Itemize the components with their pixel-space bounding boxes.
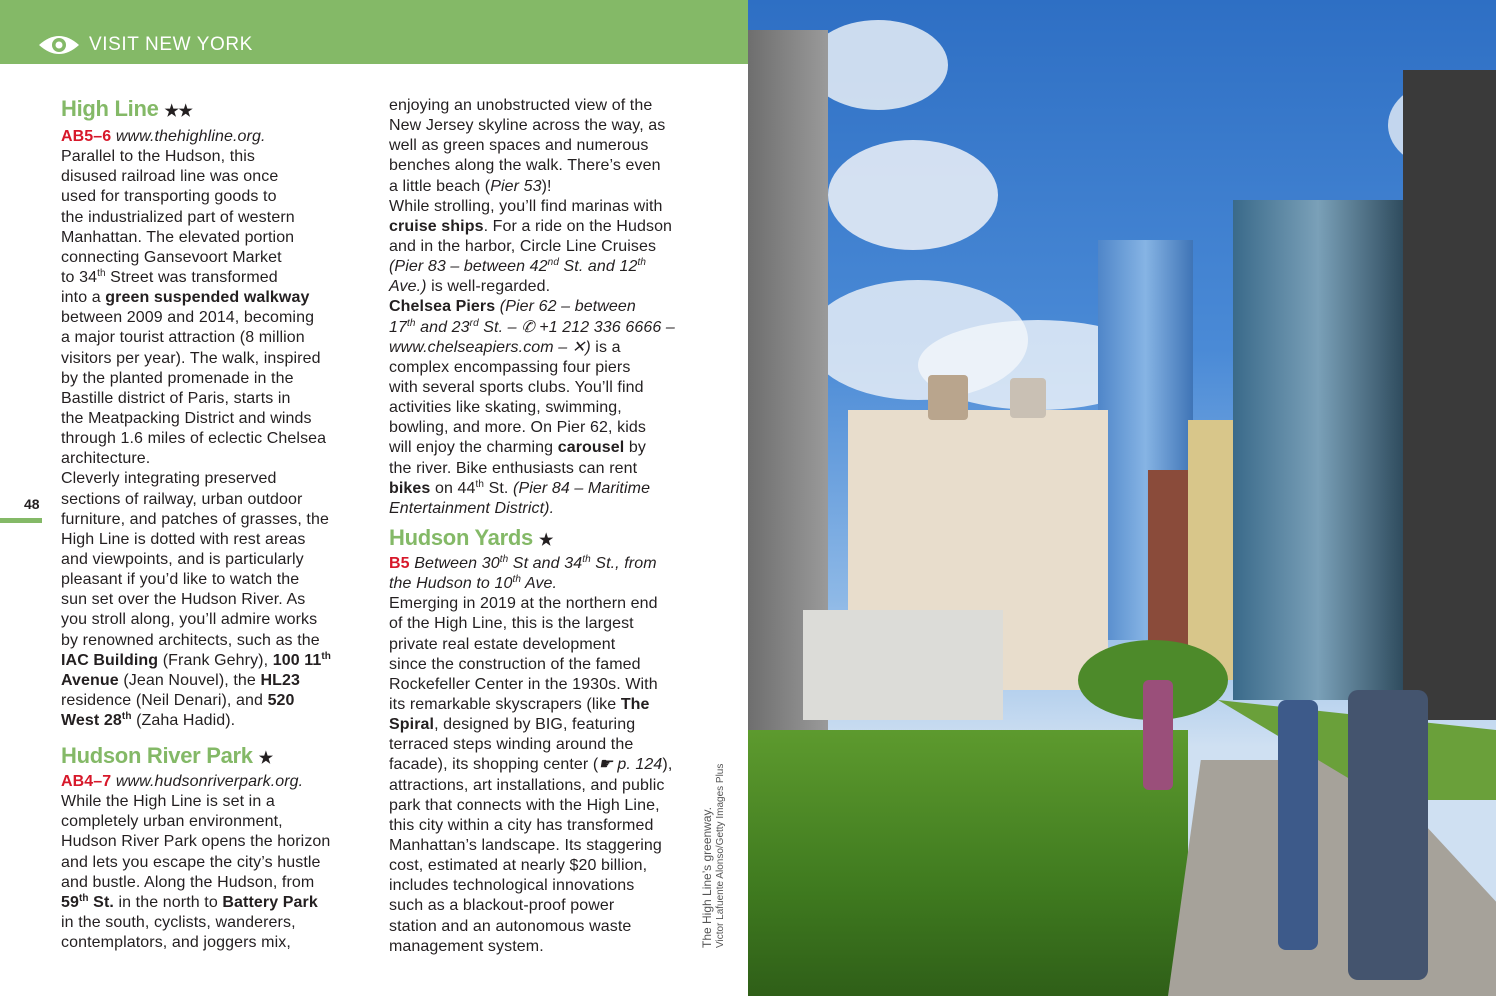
text-line [61, 631, 320, 651]
text-run: its remarkable skyscrapers (like [389, 695, 621, 713]
text-run: th [121, 711, 132, 723]
text-run: this city within a city has transformed [389, 816, 654, 834]
text-line [389, 655, 641, 675]
text-line [61, 651, 331, 671]
text-run: HL23 [260, 671, 300, 689]
text-run: www.thehighline.org. [115, 128, 266, 145]
map-reference: AB5–6 [61, 128, 112, 145]
text-run: Bastille district of Paris, starts in [61, 389, 291, 407]
text-run: a little beach ( [389, 177, 491, 195]
text-run: terraced steps winding around the [389, 736, 634, 754]
text-run: St. [88, 893, 114, 911]
text-run: sun set over the Hudson River. As [61, 591, 306, 609]
text-line [389, 177, 552, 197]
text-line [389, 594, 658, 614]
text-run: While strolling, you’ll find marinas with [389, 197, 663, 215]
text-run: through 1.6 miles of eclectic Chelsea [61, 430, 327, 448]
text-run: Spiral [389, 716, 435, 734]
text-run: bikes [389, 479, 431, 497]
text-run: rd [469, 317, 479, 329]
text-line [61, 853, 321, 873]
text-run: )! [541, 177, 552, 195]
text-line [389, 297, 636, 317]
text-line [61, 127, 266, 147]
text-line [389, 116, 665, 136]
text-run: St and 34 [508, 555, 583, 572]
text-line [389, 398, 622, 418]
text-line [389, 876, 634, 896]
text-run: benches along the walk. There’s even [389, 157, 661, 175]
page-number: 48 [24, 496, 40, 512]
text-run: pleasant if you’d like to watch the [61, 571, 300, 589]
text-run: carousel [557, 439, 625, 457]
text-run: Ave.) [389, 278, 427, 296]
text-run: you stroll along, you’ll admire works [61, 611, 318, 629]
text-run: station and an autonomous waste [389, 917, 632, 935]
text-line [389, 318, 675, 338]
text-run: Entertainment District). [389, 499, 555, 517]
text-line [389, 574, 557, 594]
text-line [61, 328, 305, 348]
text-run: New Jersey skyline across the way, as [389, 117, 666, 135]
text-run: St. – ✆ +1 212 336 6666 – [478, 318, 675, 336]
text-line [61, 610, 317, 630]
text-line [61, 469, 277, 489]
text-run: 520 [267, 691, 295, 709]
text-line [61, 147, 255, 167]
text-run: the Meatpacking District and winds [61, 409, 312, 427]
text-run: residence (Neil Denari), and [61, 691, 268, 709]
text-run: (Zaha Hadid). [131, 712, 236, 730]
text-line [61, 913, 296, 933]
text-run: , designed by BIG, featuring [434, 716, 636, 734]
text-run: 59 [61, 893, 79, 911]
text-line [61, 409, 312, 429]
text-run: th [475, 478, 485, 490]
text-line [389, 796, 660, 816]
star-rating-icon: ★★ [164, 103, 193, 120]
text-run: visitors per year). The walk, inspired [61, 349, 321, 367]
text-run: by renowned architects, such as the [61, 631, 320, 649]
text-run: St. and 12 [558, 258, 638, 276]
caption-text: The High Line’s greenway. [700, 807, 714, 948]
text-run: the industrialized part of western [61, 208, 295, 226]
text-run: cruise ships [389, 217, 484, 235]
text-run: enjoying an unobstructed view of the [389, 97, 653, 114]
text-line [61, 490, 302, 510]
text-run: cost, estimated at nearly $20 billion, [389, 857, 648, 875]
text-run: (Pier 62 – between [495, 298, 636, 316]
text-line [61, 510, 329, 530]
text-line [61, 792, 275, 812]
text-run: facade), its shopping center ( [389, 756, 599, 774]
text-run: disused railroad line was once [61, 168, 279, 186]
text-line [389, 459, 637, 479]
text-run: th [407, 317, 416, 329]
text-run: th [582, 554, 591, 565]
text-run: While the High Line is set in a [61, 793, 275, 811]
section-heading [61, 743, 273, 769]
text-run: Manhattan. The elevated portion [61, 228, 295, 246]
star-rating-icon: ★ [538, 532, 553, 549]
text-run: activities like skating, swimming, [389, 399, 622, 417]
text-run: St., from [590, 555, 657, 572]
text-line [389, 816, 653, 836]
text-run: th [321, 650, 331, 662]
text-line [389, 937, 544, 957]
section-heading [389, 525, 553, 551]
text-line [61, 187, 277, 207]
text-run: th [512, 574, 522, 586]
text-run: contemplators, and joggers mix, [61, 934, 291, 952]
text-line [389, 338, 621, 358]
text-run: architecture. [61, 450, 151, 468]
text-line [61, 349, 321, 369]
text-line [61, 248, 282, 268]
text-run: is a [590, 338, 621, 356]
text-run: Chelsea Piers [389, 298, 496, 316]
text-line [61, 228, 294, 248]
text-line [389, 257, 646, 277]
heading-text: Hudson River Park [61, 743, 253, 768]
text-run: used for transporting goods to [61, 188, 277, 206]
text-line [389, 715, 635, 735]
text-run: well as green spaces and numerous [389, 137, 649, 155]
text-run: Street was transformed [105, 268, 278, 286]
text-line [61, 570, 299, 590]
map-reference: B5 [389, 555, 410, 572]
section-heading [61, 96, 193, 122]
text-run: green suspended walkway [105, 289, 310, 307]
text-run: th [637, 257, 647, 269]
text-line [61, 288, 309, 308]
heading-text: High Line [61, 96, 159, 121]
text-run: Manhattan’s landscape. Its staggering [389, 836, 662, 854]
text-run: by the planted promenade in the [61, 369, 294, 387]
text-run: with several sports clubs. You’ll find [389, 378, 644, 396]
text-run: of the High Line, this is the largest [389, 615, 634, 633]
text-run: Ave. [521, 575, 558, 593]
text-line [389, 614, 634, 634]
star-rating-icon: ★ [258, 750, 273, 767]
text-run: IAC Building [61, 651, 159, 669]
text-run: into a [61, 289, 106, 307]
text-run: Pier 53 [490, 177, 542, 195]
text-line [389, 418, 646, 438]
text-run: th [97, 267, 106, 279]
text-run: (Jean Nouvel), the [118, 671, 261, 689]
text-run: Emerging in 2019 at the northern end [389, 595, 658, 613]
text-run: West 28 [61, 712, 122, 730]
text-run: 17 [389, 318, 407, 336]
text-run: in the north to [113, 893, 223, 911]
text-line [61, 308, 314, 328]
text-run: between 2009 and 2014, becoming [61, 309, 315, 327]
text-run: High Line is dotted with rest areas [61, 530, 306, 548]
high-line-photo [748, 0, 1496, 996]
text-run: will enjoy the charming [389, 439, 558, 457]
text-line [389, 277, 550, 297]
text-line [389, 635, 615, 655]
text-line [61, 711, 235, 731]
text-run: ☛ p. 124 [598, 756, 663, 774]
heading-text: Hudson Yards [389, 525, 533, 550]
text-line [389, 378, 644, 398]
text-line [389, 136, 648, 156]
photo-credit: Victor Lafuente Alonso/Getty Images Plus [715, 763, 726, 948]
text-line [389, 217, 672, 237]
text-line [61, 449, 150, 469]
text-line [61, 590, 305, 610]
text-run: furniture, and patches of grasses, the [61, 510, 329, 528]
text-run: th [499, 554, 509, 565]
text-run: park that connects with the High Line, [389, 796, 660, 814]
text-line [389, 554, 657, 574]
text-run: sections of railway, urban outdoor [61, 490, 303, 508]
text-run: on 44 [430, 479, 476, 497]
text-run: includes technological innovations [389, 877, 635, 895]
text-line [61, 389, 291, 409]
text-line [389, 836, 662, 856]
text-run: connecting Gansevoort Market [61, 248, 282, 266]
text-line [61, 429, 326, 449]
text-run: and 23 [415, 318, 470, 336]
text-line [61, 873, 314, 893]
section-header [0, 0, 748, 64]
header-title: VISIT NEW YORK [89, 34, 253, 55]
text-line [61, 772, 303, 792]
text-line [389, 675, 658, 695]
text-line [61, 812, 283, 832]
text-line [61, 691, 295, 711]
text-run: th [79, 892, 89, 904]
text-line [61, 369, 294, 389]
text-run: complex encompassing four piers [389, 358, 631, 376]
text-run: St. [484, 479, 514, 497]
text-line [61, 268, 278, 288]
text-run: such as a blackout-proof power [389, 897, 615, 915]
text-run: Parallel to the Hudson, this [61, 148, 256, 166]
text-line [389, 856, 647, 876]
text-run: private real estate development [389, 635, 616, 653]
text-run: bowling, and more. On Pier 62, kids [389, 419, 646, 437]
text-run: the Hudson to 10 [389, 575, 513, 593]
text-run: and in the harbor, Circle Line Cruises [389, 237, 657, 255]
text-run: since the construction of the famed [389, 655, 641, 673]
text-run: 100 11 [272, 651, 322, 669]
text-run: and viewpoints, and is particularly [61, 550, 304, 568]
text-line [389, 96, 652, 116]
text-run: a major tourist attraction (8 million [61, 329, 305, 347]
text-run: Cleverly integrating preserved [61, 470, 277, 488]
text-line [61, 671, 300, 691]
text-run: and bustle. Along the Hudson, from [61, 873, 315, 891]
text-line [389, 156, 661, 176]
text-line [389, 735, 633, 755]
text-run: completely urban environment, [61, 813, 283, 831]
text-run: attractions, art installations, and public [389, 776, 665, 794]
text-line [389, 358, 630, 378]
text-run: (Pier 84 – Maritime [513, 479, 651, 497]
text-run: (Pier 83 – between 42 [389, 258, 548, 276]
text-line [389, 479, 650, 499]
text-line [61, 933, 291, 953]
text-line [61, 893, 318, 913]
text-run: Hudson River Park opens the horizon [61, 833, 331, 851]
photo-caption [700, 764, 728, 948]
text-run: to 34 [61, 268, 98, 286]
text-line [61, 208, 295, 228]
text-line [389, 695, 650, 715]
text-run: by [624, 439, 646, 457]
text-line [389, 917, 631, 937]
text-run: ), [662, 756, 673, 774]
page-number-bar [0, 518, 42, 523]
eye-icon [38, 33, 80, 57]
text-run: www.chelseapiers.com – ✕) [389, 338, 591, 356]
text-line [389, 438, 646, 458]
text-run: (Frank Gehry), [158, 651, 273, 669]
text-run: the river. Bike enthusiasts can rent [389, 459, 638, 477]
text-run: The [620, 695, 650, 713]
text-line [61, 530, 306, 550]
text-line [389, 197, 663, 217]
text-run: Avenue [61, 671, 119, 689]
text-run: and lets you escape the city’s hustle [61, 853, 321, 871]
text-run: is well-regarded. [426, 278, 551, 296]
text-line [389, 776, 664, 796]
text-run: Battery Park [222, 893, 318, 911]
text-run: www.hudsonriverpark.org. [115, 773, 304, 790]
text-line [389, 499, 554, 519]
text-line [61, 167, 278, 187]
text-run: management system. [389, 937, 544, 955]
text-line [389, 237, 656, 257]
text-run: nd [547, 257, 559, 269]
text-run: Rockefeller Center in the 1930s. With [389, 675, 658, 693]
text-run: . For a ride on the Hudson [483, 217, 673, 235]
text-run: Between 30 [409, 555, 500, 572]
text-line [61, 550, 304, 570]
text-line [61, 832, 330, 852]
text-line [389, 896, 614, 916]
text-run: in the south, cyclists, wanderers, [61, 913, 296, 931]
map-reference: AB4–7 [61, 773, 112, 790]
text-line [389, 755, 672, 775]
